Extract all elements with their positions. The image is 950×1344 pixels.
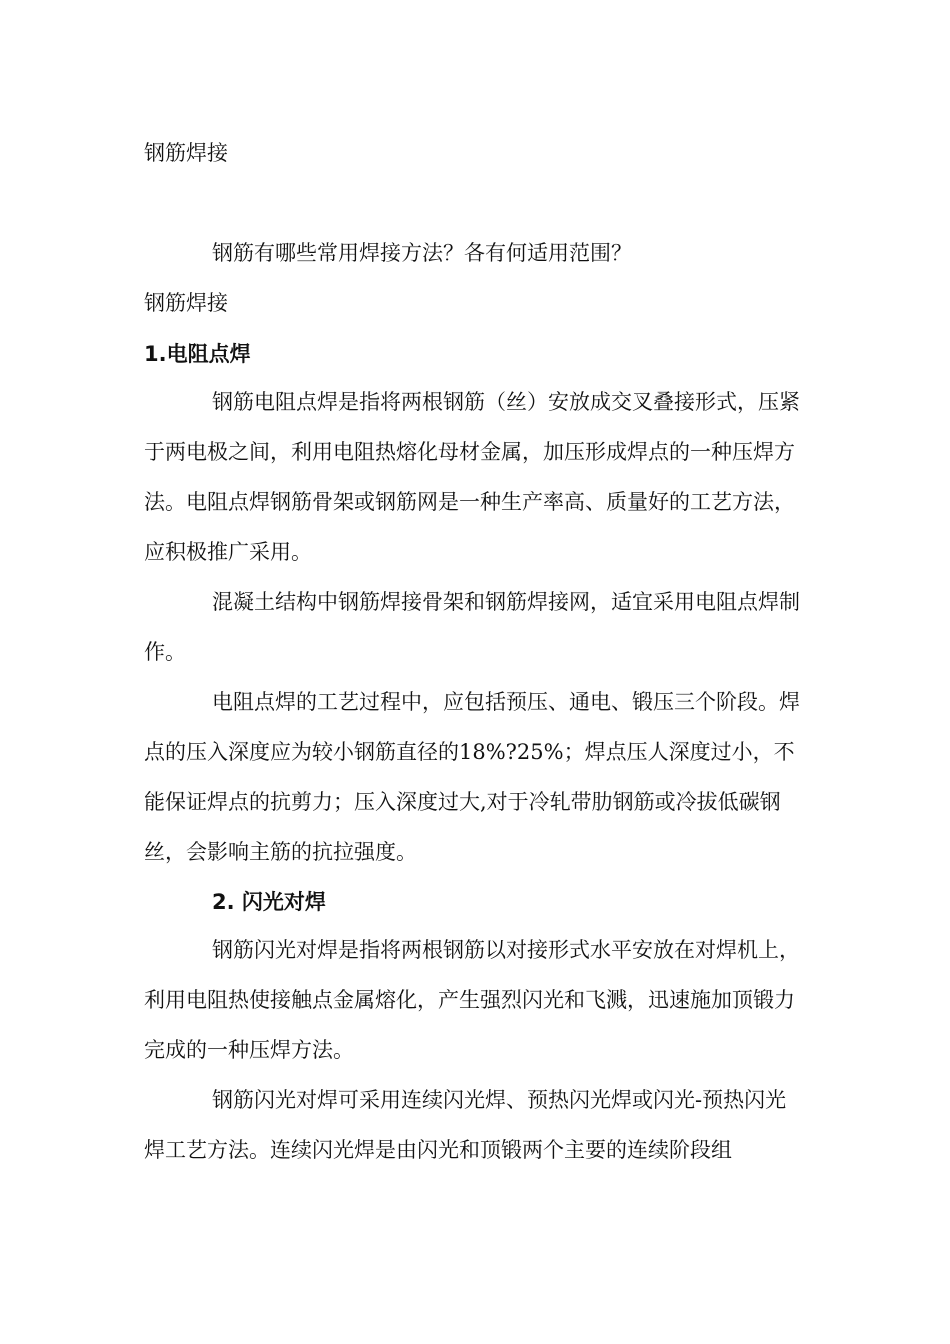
paragraph-spot-welding-definition: 钢筋电阻点焊是指将两根钢筋（丝）安放成交叉叠接形式，压紧于两电极之间，利用电阻热熔化母材金属，加压形成焊点的一种压焊方法。电阻点焊钢筋骨架或钢筋网是一种生产率高、质量好的工艺方法，应积极推广采用。: [144, 390, 800, 564]
section-heading-flash-butt-welding: 2. 闪光对焊: [212, 890, 326, 914]
paragraph-flash-welding-methods: 钢筋闪光对焊可采用连续闪光焊、预热闪光焊或闪光-预热闪光焊工艺方法。连续闪光焊是由闪光和顶锻两个主要的连续阶段组: [144, 1088, 787, 1162]
paragraph-flash-welding-definition: 钢筋闪光对焊是指将两根钢筋以对接形式水平安放在对焊机上，利用电阻热使接触点金属熔化，产生强烈闪光和飞溅，迅速施加顶锻力完成的一种压焊方法。: [144, 938, 800, 1062]
paragraph-spot-welding-process: 电阻点焊的工艺过程中，应包括预压、通电、锻压三个阶段。焊点的压入深度应为较小钢筋直径的18%?25%；焊点压人深度过小，不能保证焊点的抗剪力；压入深度过大,对于冷轧带肋钢筋或冷拔低碳钢丝，会影响主筋的抗拉强度。: [144, 690, 800, 864]
paragraph-spot-welding-application: 混凝土结构中钢筋焊接骨架和钢筋焊接网，适宜采用电阻点焊制作。: [144, 590, 800, 664]
section-heading-resistance-spot-welding: 1.电阻点焊: [144, 342, 251, 366]
question-heading: 钢筋有哪些常用焊接方法？各有何适用范围？: [212, 241, 632, 265]
document-subtitle: 钢筋焊接: [144, 291, 228, 315]
document-title: 钢筋焊接: [144, 141, 228, 165]
